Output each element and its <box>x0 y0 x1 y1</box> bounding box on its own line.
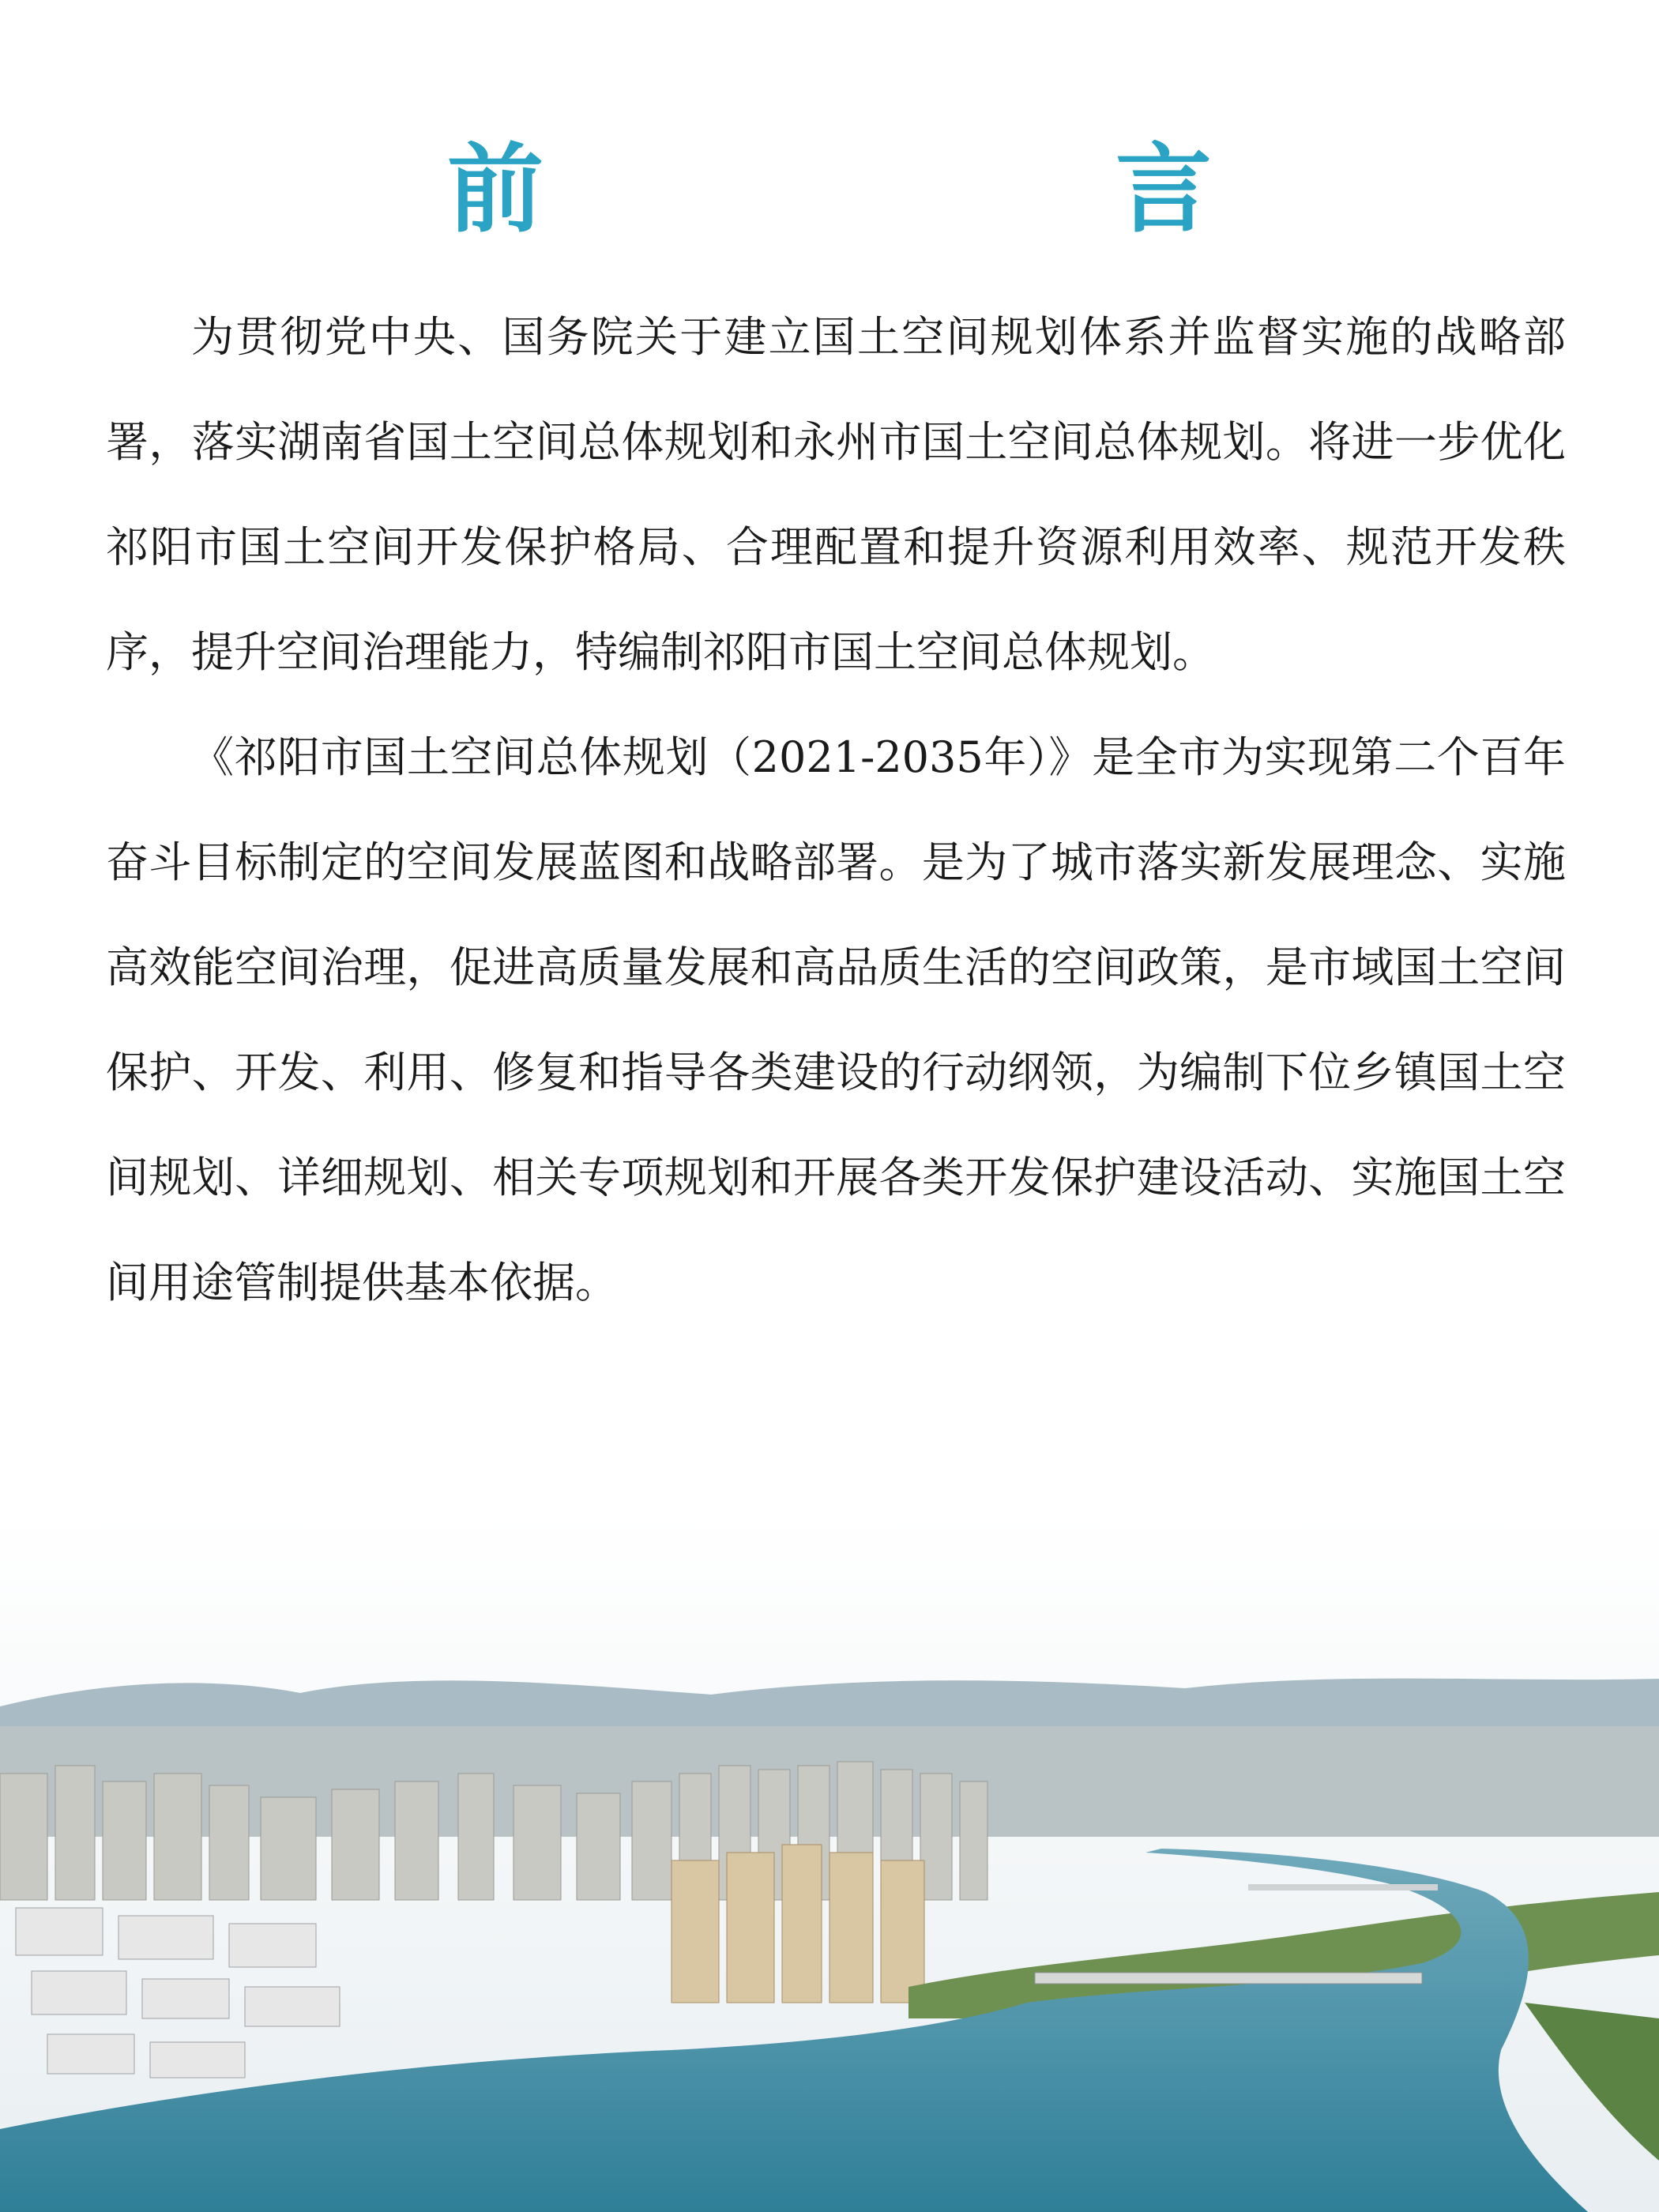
paragraph-2: 《祁阳市国土空间总体规划（2021-2035年）》是全市为实现第二个百年奋斗目标制定的空间发展蓝图和战略部署。是为了城市落实新发展理念、实施高效能空间治理，促进高质量发展和高品质生活的空间政策，是市域国土空间保护、开发、利用、修复和指导各类建设的行动纲领，为编制下位乡镇国土空间规划、详细规划、相关专项规划和开展各类开发保护建设活动、实施国土空间用途管制提供基本依据。 <box>106 732 1566 1307</box>
dam-bridge <box>1035 1973 1422 1984</box>
city-river-aerial-photo <box>0 1513 1659 2212</box>
riverfront-towers <box>672 1845 924 2003</box>
body-text <box>106 284 1566 1335</box>
paragraph-1: 为贯彻党中央、国务院关于建立国土空间规划体系并监督实施的战略部署，落实湖南省国土空间总体规划和永州市国土空间总体规划。将进一步优化祁阳市国土空间开发保护格局、合理配置和提升资源利用效率、规范开发秩序，提升空间治理能力，特编制祁阳市国土空间总体规划。 <box>106 312 1566 677</box>
page-title: 前 言 <box>447 134 1338 246</box>
upstream-bridge <box>1248 1884 1438 1890</box>
